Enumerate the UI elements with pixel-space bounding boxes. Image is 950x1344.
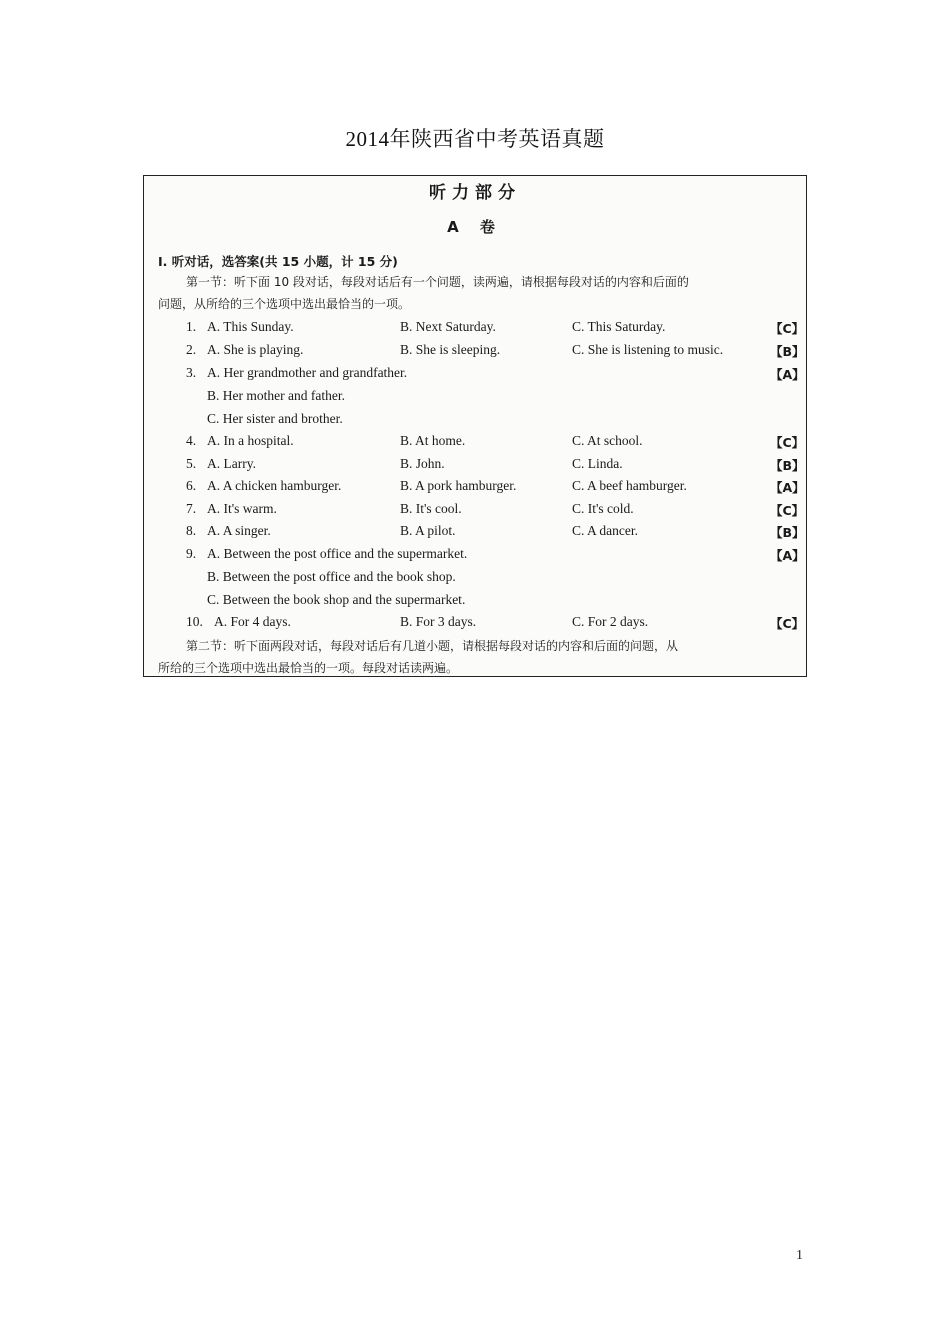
option-b: B. Between the post office and the book shop. [207,569,456,584]
part1-instruction-line1: 第一节：听下面 10 段对话，每段对话后有一个问题，读两遍，请根据每段对话的内容和后面的 [186,275,689,289]
option-c: C. A dancer. [572,523,638,538]
scanned-exam-image [143,175,807,677]
part-heading: Ⅰ. 听对话，选答案(共 15 小题，计 15 分) [158,254,398,269]
option-b: B. At home. [400,433,466,448]
option-a: A. Her grandmother and grandfather. [207,365,408,380]
option-a: A. Larry. [207,456,256,471]
option-a: A. For 4 days. [214,614,291,629]
option-b: B. Next Saturday. [400,319,496,334]
question-number: 1. [186,319,197,334]
option-c: C. For 2 days. [572,614,649,629]
option-c: C. Between the book shop and the supermarket. [207,592,466,607]
option-c: C. Her sister and brother. [207,411,343,426]
question-number: 7. [186,501,197,516]
option-b: B. She is sleeping. [400,342,501,357]
option-a: A. In a hospital. [207,433,294,448]
answer-key: 【C】 [770,435,805,450]
document-title: 2014年陕西省中考英语真题 [345,127,605,151]
question-number: 2. [186,342,197,357]
question-number: 4. [186,433,197,448]
option-b: B. It's cool. [400,501,462,516]
question-number: 5. [186,456,197,471]
option-c: C. She is listening to music. [572,342,724,357]
option-c: C. It's cold. [572,501,634,516]
part1-instruction-line2: 问题，从所给的三个选项中选出最恰当的一项。 [158,297,411,311]
option-a: A. She is playing. [207,342,304,357]
option-c: C. At school. [572,433,643,448]
option-b: B. A pork hamburger. [400,478,517,493]
answer-key: 【C】 [770,321,805,336]
option-a: A. A singer. [207,523,271,538]
question-number: 9. [186,546,197,561]
question-number: 8. [186,523,197,538]
option-c: C. This Saturday. [572,319,666,334]
answer-key: 【B】 [770,458,805,473]
option-a: A. It's warm. [207,501,277,516]
section-title: 听力部分 [429,183,521,203]
option-a: A. A chicken hamburger. [207,478,342,493]
answer-key: 【B】 [770,344,805,359]
answer-key: 【C】 [770,503,805,518]
question-number: 10. [186,614,203,629]
part2-instruction-line2: 所给的三个选项中选出最恰当的一项。每段对话读两遍。 [158,661,459,675]
option-b: B. Her mother and father. [207,388,345,403]
answer-key: 【A】 [770,548,805,563]
paper-label: A 卷 [447,218,503,236]
page-number: 1 [796,1248,803,1263]
question-number: 6. [186,478,197,493]
option-b: B. John. [400,456,445,471]
option-a: A. Between the post office and the supermarket. [207,546,468,561]
answer-key: 【A】 [770,367,805,382]
question-number: 3. [186,365,197,380]
answer-key: 【A】 [770,480,805,495]
answer-key: 【B】 [770,525,805,540]
answer-key: 【C】 [770,616,805,631]
option-b: B. For 3 days. [400,614,477,629]
option-c: C. Linda. [572,456,623,471]
option-b: B. A pilot. [400,523,456,538]
part2-instruction-line1: 第二节：听下面两段对话，每段对话后有几道小题，请根据每段对话的内容和后面的问题，从 [186,639,679,653]
option-c: C. A beef hamburger. [572,478,687,493]
option-a: A. This Sunday. [207,319,294,334]
